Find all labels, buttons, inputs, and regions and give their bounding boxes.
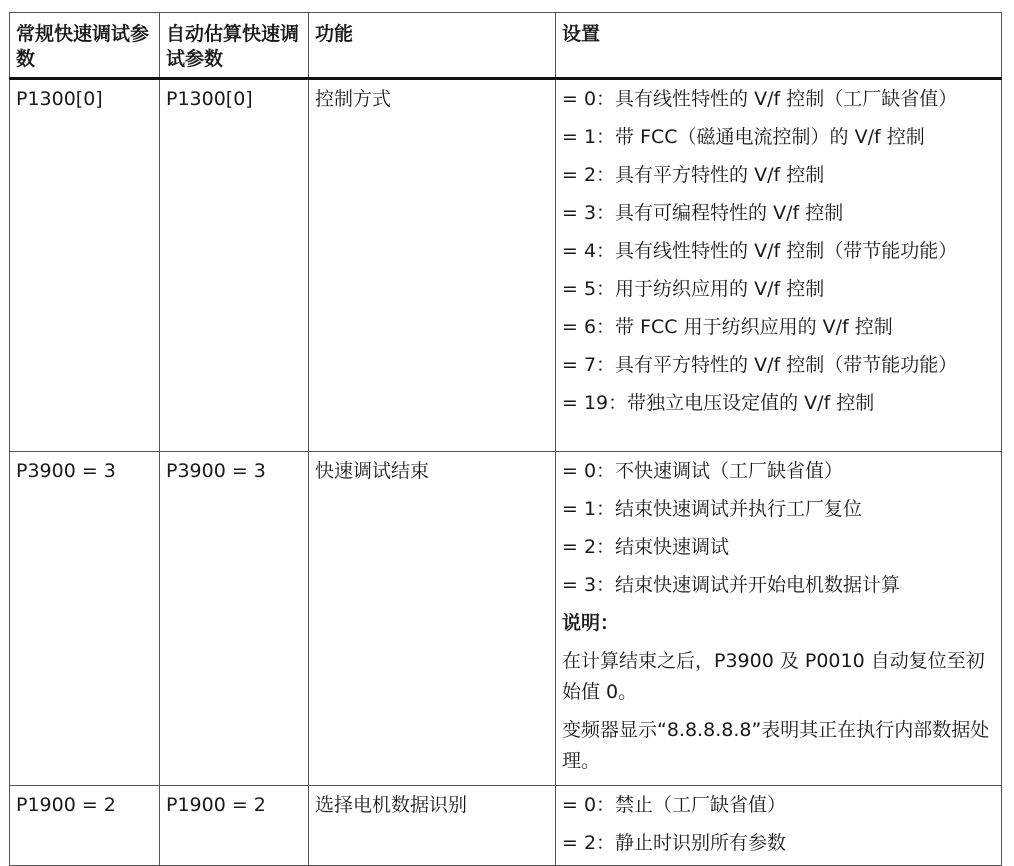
setting-option: = 2：具有平方特性的 V/f 控制 [562, 164, 825, 186]
setting-option: = 7：具有平方特性的 V/f 控制（带节能功能） [562, 354, 958, 376]
function-cell: 快速调试结束 [309, 452, 556, 786]
setting-option: = 0：具有线性特性的 V/f 控制（工厂缺省值） [562, 88, 958, 110]
header-settings: 设置 [556, 13, 1002, 79]
header-function: 功能 [309, 13, 556, 79]
parameter-table [9, 12, 1002, 866]
note-text: 在计算结束之后，P3900 及 P0010 自动复位至初始值 0。 [562, 650, 985, 703]
param-auto-cell: P1300[0] [160, 79, 309, 452]
param-auto-cell: P1900 = 2 [160, 786, 309, 866]
param-normal-cell: P1900 = 2 [10, 786, 160, 866]
settings-cell [556, 786, 1002, 866]
table-row [10, 79, 1002, 452]
table-row [10, 452, 1002, 786]
table-row [10, 786, 1002, 866]
setting-option: = 2：结束快速调试 [562, 536, 730, 558]
setting-option: = 5：用于纺织应用的 V/f 控制 [562, 278, 825, 300]
setting-option: = 6：带 FCC 用于纺织应用的 V/f 控制 [562, 316, 893, 338]
table-header [10, 13, 1002, 79]
function-cell: 控制方式 [309, 79, 556, 452]
setting-option: = 2：静止时识别所有参数 [562, 832, 787, 854]
param-auto-cell: P3900 = 3 [160, 452, 309, 786]
setting-option: = 1：带 FCC（磁通电流控制）的 V/f 控制 [562, 126, 925, 148]
note-text: 变频器显示“8.8.8.8.8”表明其正在执行内部数据处理。 [562, 719, 990, 772]
param-normal-cell: P1300[0] [10, 79, 160, 452]
header-row [10, 13, 1002, 79]
setting-option: = 19：带独立电压设定值的 V/f 控制 [562, 392, 875, 414]
note-title: 说明： [562, 612, 620, 634]
settings-cell [556, 452, 1002, 786]
header-auto-params: 自动估算快速调试参数 [160, 13, 309, 79]
setting-option: = 0：不快速调试（工厂缺省值） [562, 460, 844, 482]
setting-option: = 0：禁止（工厂缺省值） [562, 794, 787, 816]
function-cell: 选择电机数据识别 [309, 786, 556, 866]
setting-option: = 1：结束快速调试并执行工厂复位 [562, 498, 863, 520]
header-normal-params: 常规快速调试参数 [10, 13, 160, 79]
settings-cell [556, 79, 1002, 452]
setting-option: = 3：具有可编程特性的 V/f 控制 [562, 202, 844, 224]
setting-option: = 4：具有线性特性的 V/f 控制（带节能功能） [562, 240, 958, 262]
param-normal-cell: P3900 = 3 [10, 452, 160, 786]
setting-option: = 3：结束快速调试并开始电机数据计算 [562, 574, 901, 596]
